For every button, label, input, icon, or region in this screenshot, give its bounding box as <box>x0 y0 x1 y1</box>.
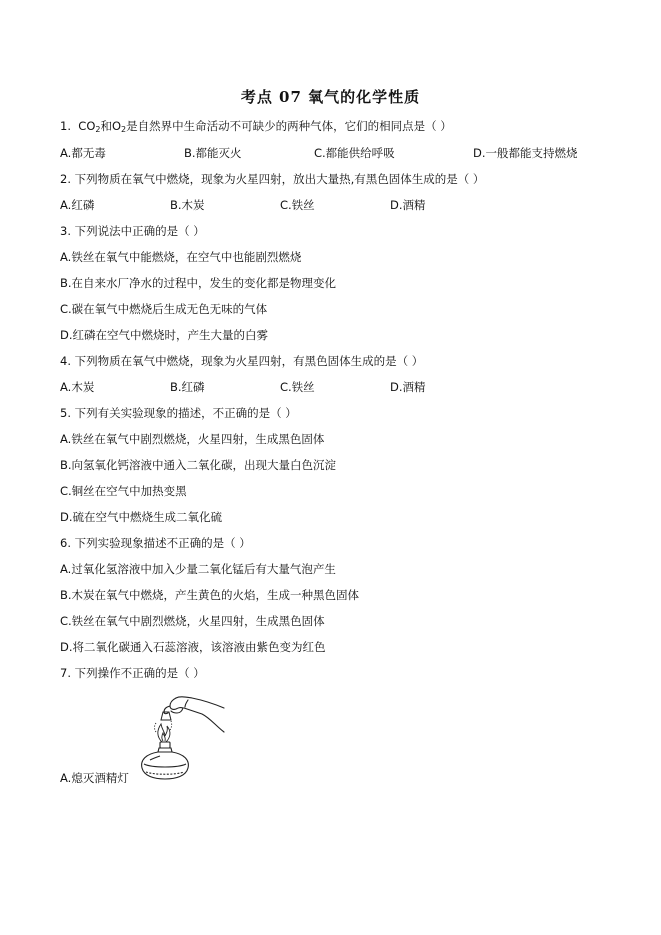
question-2-option-b: B.木炭 <box>170 198 205 212</box>
question-7-stem: 7. 下列操作不正确的是（ ） <box>60 666 205 680</box>
flame-drawing <box>155 721 172 742</box>
question-4-options <box>60 379 620 395</box>
question-2-option-d: D.酒精 <box>390 198 426 212</box>
question-4-option-c: C.铁丝 <box>280 380 315 394</box>
question-3-option-a: A.铁丝在氧气中能燃烧，在空气中也能剧烈燃烧 <box>60 250 302 264</box>
question-5-option-a: A.铁丝在氧气中剧烈燃烧，火星四射，生成黑色固体 <box>60 432 325 446</box>
question-2-stem: 2. 下列物质在氧气中燃烧，现象为火星四射，放出大量热,有黑色固体生成的是（ ） <box>60 172 485 186</box>
question-1-rest: 是自然界中生命活动不可缺少的两种气体，它们的相同点是（ ） <box>126 119 452 133</box>
co-text: CO <box>78 119 96 133</box>
alcohol-lamp-illustration <box>130 686 226 782</box>
co-subscript: 2 <box>95 125 101 134</box>
question-3-option-b: B.在自来水厂净水的过程中，发生的变化都是物理变化 <box>60 276 337 290</box>
question-4-option-b: B.红磷 <box>170 380 205 394</box>
question-6-option-b: B.木炭在氧气中燃烧，产生黄色的火焰，生成一种黑色固体 <box>60 588 360 602</box>
question-2-option-c: C.铁丝 <box>280 198 315 212</box>
question-5-option-b: B.向氢氧化钙溶液中通入二氧化碳，出现大量白色沉淀 <box>60 458 337 472</box>
question-6-option-a: A.过氧化氢溶液中加入少量二氧化锰后有大量气泡产生 <box>60 562 336 576</box>
question-1-option-a: A.都无毒 <box>60 146 106 160</box>
page-title: 考点 07 氧气的化学性质 <box>240 88 421 106</box>
and-o-text: 和O <box>100 119 122 133</box>
question-1-number: 1. <box>60 119 71 133</box>
question-3-stem: 3. 下列说法中正确的是（ ） <box>60 224 205 238</box>
question-3-option-d: D.红磷在空气中燃烧时，产生大量的白雾 <box>60 328 269 342</box>
hand-drawing <box>164 697 224 732</box>
question-2-options <box>60 197 620 213</box>
question-1-options <box>60 145 620 161</box>
question-6-option-d: D.将二氧化碳通入石蕊溶液，该溶液由紫色变为红色 <box>60 640 326 654</box>
question-4-stem: 4. 下列物质在氧气中燃烧，现象为火星四射，有黑色固体生成的是（ ） <box>60 354 424 368</box>
question-4-option-d: D.酒精 <box>390 380 426 394</box>
question-3-option-c: C.碳在氧气中燃烧后生成无色无味的气体 <box>60 302 268 316</box>
question-7-option-a: A.熄灭酒精灯 <box>60 771 129 785</box>
question-2-option-a: A.红磷 <box>60 198 95 212</box>
lamp-body <box>142 742 189 779</box>
o-subscript: 2 <box>121 125 127 134</box>
question-1-stem <box>60 118 452 134</box>
question-6-option-c: C.铁丝在氧气中剧烈燃烧，火星四射，生成黑色固体 <box>60 614 325 628</box>
question-6-stem: 6. 下列实验现象描述不正确的是（ ） <box>60 536 251 550</box>
question-1-option-b: B.都能灭火 <box>184 146 242 160</box>
question-1-option-c: C.都能供给呼吸 <box>314 146 395 160</box>
question-1-option-d: D.一般都能支持燃烧 <box>473 146 578 160</box>
question-5-stem: 5. 下列有关实验现象的描述，不正确的是（ ） <box>60 406 297 420</box>
question-4-option-a: A.木炭 <box>60 380 95 394</box>
question-5-option-c: C.铜丝在空气中加热变黑 <box>60 484 187 498</box>
question-5-option-d: D.硫在空气中燃烧生成二氧化硫 <box>60 510 223 524</box>
